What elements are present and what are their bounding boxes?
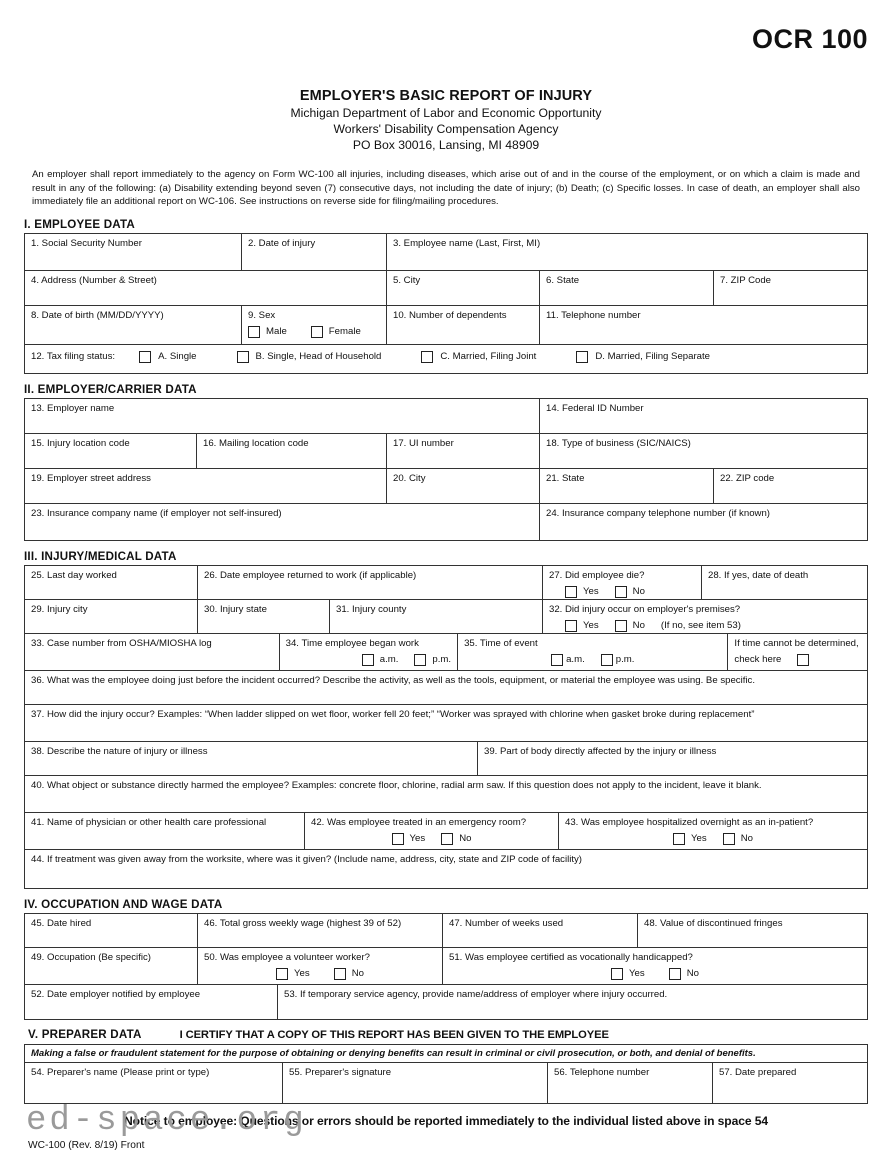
- field-injury-location-code[interactable]: 15. Injury location code: [25, 434, 197, 468]
- field-number-of-dependents[interactable]: 10. Number of dependents: [387, 306, 540, 344]
- section-preparer-table: [24, 1062, 868, 1104]
- table-row: [25, 850, 867, 888]
- field-time-of-event: 35. Time of event a.m. p.m.: [458, 634, 728, 670]
- page-title: EMPLOYER'S BASIC REPORT OF INJURY: [299, 88, 593, 104]
- section-heading-injury-medical-data: III. INJURY/MEDICAL DATA: [24, 549, 177, 563]
- checkbox-hospitalized-yes[interactable]: Yes: [673, 833, 707, 845]
- field-injury-state[interactable]: 30. Injury state: [198, 600, 330, 633]
- checkbox-hospitalized-no[interactable]: No: [723, 833, 753, 845]
- table-row: [25, 914, 867, 948]
- table-row: [25, 634, 867, 671]
- table-row: [25, 234, 867, 271]
- field-nature-of-injury[interactable]: 38. Describe the nature of injury or illness: [25, 742, 478, 775]
- checkbox-icon[interactable]: [551, 654, 563, 666]
- checkbox-premises-yes[interactable]: Yes: [565, 620, 599, 632]
- checkbox-event-pm[interactable]: p.m.: [601, 654, 635, 666]
- handicapped-options: [449, 968, 861, 980]
- field-temporary-service-agency[interactable]: 53. If temporary service agency, provide name/address of employer where injury occurred.: [284, 988, 668, 1000]
- field-injury-city[interactable]: 29. Injury city: [25, 600, 198, 633]
- field-occupation[interactable]: 49. Occupation (Be specific): [25, 948, 198, 984]
- agency-line-3: PO Box 30016, Lansing, MI 48909: [352, 138, 540, 152]
- field-preparer-name[interactable]: 54. Preparer's name (Please print or type): [25, 1063, 283, 1103]
- emergency-room-options: [311, 833, 552, 845]
- did-employee-die-options: [549, 586, 695, 598]
- field-object-that-harmed-employee[interactable]: 40. What object or substance directly harmed the employee? Examples: concrete floor, chlorine, radial arm saw. If this question does not apply to the incident, leave it blank.: [31, 779, 762, 791]
- ocr-code: OCR 100: [751, 24, 868, 54]
- section-injury-medical-table: [24, 565, 868, 889]
- section-heading-employer-carrier-data: II. EMPLOYER/CARRIER DATA: [24, 382, 197, 396]
- table-row: [25, 399, 867, 434]
- table-row: [25, 271, 867, 306]
- checkbox-icon[interactable]: [723, 833, 735, 845]
- field-gross-weekly-wage[interactable]: 46. Total gross weekly wage (highest 39 of 52): [198, 914, 443, 947]
- table-row: [25, 566, 867, 600]
- table-row: [25, 434, 867, 469]
- table-row: [25, 776, 867, 813]
- false-statement-warning: Making a false or fraudulent statement for the purpose of obtaining or denying benefits can result in criminal or civil prosecution, or both, and denial of benefits.: [24, 1044, 868, 1062]
- field-physician-name[interactable]: 41. Name of physician or other health care professional: [25, 813, 305, 849]
- field-time-began-work: 34. Time employee began work a.m. p.m.: [280, 634, 458, 670]
- field-preparer-signature[interactable]: 55. Preparer's signature: [283, 1063, 548, 1103]
- checkbox-icon[interactable]: [565, 620, 577, 632]
- table-row: [25, 813, 867, 850]
- checkbox-icon[interactable]: [414, 654, 426, 666]
- checkbox-icon[interactable]: [334, 968, 346, 980]
- checkbox-icon[interactable]: [248, 326, 260, 338]
- watermark: ed-space.org: [26, 1102, 307, 1140]
- checkbox-tax-married-filing-separate[interactable]: D. Married, Filing Separate: [576, 351, 710, 363]
- field-last-day-worked[interactable]: 25. Last day worked: [25, 566, 198, 599]
- form-revision-code: WC-100 (Rev. 8/19) Front: [28, 1140, 145, 1152]
- field-tax-filing-status: [25, 345, 867, 373]
- section-employee-data-table: [24, 233, 868, 374]
- section-heading-occupation-wage-data: IV. OCCUPATION AND WAGE DATA: [24, 897, 223, 911]
- intro-paragraph: An employer shall report immediately to the agency on Form WC-100 all injuries, including diseases, which arise out of and in the course of the employment, or on which a claim is made and result in any of the following: (a) Disability extending beyond seven (7) consecutive days, not including the date of injury; (b) Death; (c) Specific losses. In case of death, an employer shall also immediately file an additional report on WC-106. See instructions on reverse side for filing/mailing procedures.: [32, 169, 860, 208]
- checkbox-icon[interactable]: [441, 833, 453, 845]
- hospitalized-options: [565, 833, 861, 845]
- checkbox-icon[interactable]: [362, 654, 374, 666]
- checkbox-icon[interactable]: [276, 968, 288, 980]
- time-of-event-options: [464, 654, 721, 666]
- checkbox-icon[interactable]: [601, 654, 613, 666]
- checkbox-emergency-yes[interactable]: Yes: [392, 833, 426, 845]
- field-date-of-birth[interactable]: 8. Date of birth (MM/DD/YYYY): [25, 306, 242, 344]
- checkbox-icon[interactable]: [611, 968, 623, 980]
- employee-notice: Notice to employee: Questions or errors should be reported immediately to the individual listed above in space 54: [124, 1114, 768, 1129]
- time-undetermined-option: [734, 654, 861, 666]
- certification-statement: I CERTIFY THAT A COPY OF THIS REPORT HAS BEEN GIVEN TO THE EMPLOYEE: [179, 1028, 609, 1041]
- table-row: [25, 504, 867, 540]
- table-row: [25, 1063, 867, 1103]
- field-date-employer-notified[interactable]: 52. Date employer notified by employee: [25, 985, 278, 1019]
- field-tax-filing-label: 12. Tax filing status:: [31, 350, 116, 362]
- field-employer-name[interactable]: 13. Employer name: [25, 399, 540, 433]
- field-address[interactable]: 4. Address (Number & Street): [25, 271, 387, 305]
- field-telephone-number[interactable]: 11. Telephone number: [546, 309, 641, 321]
- field-volunteer-worker: 50. Was employee a volunteer worker? Yes No: [198, 948, 443, 984]
- checkbox-sex-male[interactable]: Male: [248, 326, 287, 338]
- section-heading-preparer-data: [28, 1028, 892, 1041]
- checkbox-icon[interactable]: [615, 586, 627, 598]
- field-did-employee-die: 27. Did employee die? Yes No: [543, 566, 702, 599]
- checkbox-sex-female[interactable]: Female: [311, 326, 361, 338]
- field-date-returned-to-work[interactable]: 26. Date employee returned to work (if applicable): [198, 566, 543, 599]
- field-type-of-business[interactable]: 18. Type of business (SIC/NAICS): [546, 437, 691, 449]
- section-occupation-wage-table: [24, 913, 868, 1020]
- field-state[interactable]: 6. State: [540, 271, 714, 305]
- table-row: [25, 671, 867, 705]
- checkbox-icon[interactable]: [615, 620, 627, 632]
- checkbox-icon[interactable]: [576, 351, 588, 363]
- check-here-label: check here: [734, 653, 782, 665]
- field-ui-number[interactable]: 17. UI number: [387, 434, 540, 468]
- checkbox-handicapped-yes[interactable]: Yes: [611, 968, 645, 980]
- field-activity-before-incident[interactable]: 36. What was the employee doing just before the incident occurred? Describe the activity, as well as the tools, equipment, or material the employee was using. Be specific.: [31, 674, 755, 686]
- field-employer-city[interactable]: 20. City: [387, 469, 540, 503]
- checkbox-emergency-no[interactable]: No: [441, 833, 471, 845]
- section-title-preparer: V. PREPARER DATA: [28, 1027, 142, 1041]
- checkbox-employee-died-no[interactable]: No: [615, 586, 645, 598]
- table-row: [25, 306, 867, 345]
- field-how-injury-occurred[interactable]: 37. How did the injury occur? Examples: “When ladder slipped on wet floor, worker fell 20 feet;” “Worker was sprayed with chlorine when gasket broke during replacement”: [31, 708, 755, 720]
- field-date-of-injury[interactable]: 2. Date of injury: [242, 234, 387, 270]
- field-time-undetermined: If time cannot be determined, check here: [728, 634, 867, 670]
- field-date-of-death[interactable]: 28. If yes, date of death: [708, 569, 809, 581]
- table-row: [25, 705, 867, 742]
- field-federal-id-number[interactable]: 14. Federal ID Number: [546, 402, 644, 414]
- field-treatment-location[interactable]: 44. If treatment was given away from the worksite, where was it given? (Include name, address, city, state and ZIP code of facility): [31, 853, 583, 865]
- field-osha-case-number[interactable]: 33. Case number from OSHA/MIOSHA log: [25, 634, 280, 670]
- agency-line-2: Workers' Disability Compensation Agency: [333, 122, 559, 136]
- field-zip-code[interactable]: 7. ZIP Code: [720, 274, 772, 286]
- volunteer-options: [204, 968, 436, 980]
- table-row: [25, 742, 867, 776]
- field-injury-on-premises: 32. Did injury occur on employer's premises? Yes No (If no, see item 53): [543, 600, 867, 633]
- time-began-work-options: [286, 654, 451, 666]
- field-mailing-location-code[interactable]: 16. Mailing location code: [197, 434, 387, 468]
- field-hospitalized-overnight: 43. Was employee hospitalized overnight as an in-patient? Yes No: [559, 813, 867, 849]
- table-row: [25, 985, 867, 1019]
- field-employer-street-address[interactable]: 19. Employer street address: [25, 469, 387, 503]
- field-employer-state[interactable]: 21. State: [540, 469, 714, 503]
- field-insurance-company-telephone[interactable]: 24. Insurance company telephone number (if known): [546, 507, 770, 519]
- table-row: [25, 600, 867, 634]
- table-row: [25, 469, 867, 504]
- checkbox-icon[interactable]: [311, 326, 323, 338]
- checkbox-handicapped-no[interactable]: No: [669, 968, 699, 980]
- field-vocationally-handicapped: 51. Was employee certified as vocationally handicapped? Yes No: [443, 948, 867, 984]
- checkbox-tax-married-filing-joint[interactable]: C. Married, Filing Joint: [421, 351, 536, 363]
- tax-filing-options: [31, 351, 861, 363]
- checkbox-icon[interactable]: [421, 351, 433, 363]
- sex-options: [248, 326, 380, 338]
- field-date-hired[interactable]: 45. Date hired: [25, 914, 198, 947]
- checkbox-icon[interactable]: [237, 351, 249, 363]
- table-row: [25, 948, 867, 985]
- checkbox-tax-single[interactable]: A. Single: [139, 351, 196, 363]
- agency-line-1: Michigan Department of Labor and Economic Opportunity: [290, 106, 602, 120]
- field-preparer-telephone[interactable]: 56. Telephone number: [548, 1063, 713, 1103]
- checkbox-icon[interactable]: [669, 968, 681, 980]
- field-date-prepared[interactable]: 57. Date prepared: [719, 1067, 797, 1079]
- title-block: [0, 0, 892, 152]
- field-sex: 9. Sex Male Female: [242, 306, 387, 344]
- checkbox-volunteer-no[interactable]: No: [334, 968, 364, 980]
- field-discontinued-fringes-value[interactable]: 48. Value of discontinued fringes: [644, 917, 783, 929]
- field-employer-zip-code[interactable]: 22. ZIP code: [720, 472, 775, 484]
- checkbox-began-work-pm[interactable]: p.m.: [414, 654, 451, 666]
- field-treated-in-emergency-room: 42. Was employee treated in an emergency room? Yes No: [305, 813, 559, 849]
- field-city[interactable]: 5. City: [387, 271, 540, 305]
- field-insurance-company-name[interactable]: 23. Insurance company name (if employer not self-insured): [25, 504, 540, 540]
- checkbox-icon[interactable]: [673, 833, 685, 845]
- field-number-of-weeks-used[interactable]: 47. Number of weeks used: [443, 914, 638, 947]
- checkbox-began-work-am[interactable]: a.m.: [362, 654, 399, 666]
- checkbox-tax-head-of-household[interactable]: B. Single, Head of Household: [237, 351, 382, 363]
- field-part-of-body-affected[interactable]: 39. Part of body directly affected by the injury or illness: [484, 745, 717, 757]
- checkbox-icon[interactable]: [392, 833, 404, 845]
- checkbox-icon[interactable]: [565, 586, 577, 598]
- checkbox-icon[interactable]: [797, 654, 809, 666]
- checkbox-premises-no[interactable]: No: [615, 620, 645, 632]
- checkbox-icon[interactable]: [139, 351, 151, 363]
- checkbox-volunteer-yes[interactable]: Yes: [276, 968, 310, 980]
- checkbox-event-am[interactable]: a.m.: [551, 654, 585, 666]
- injury-on-premises-options: [549, 620, 861, 632]
- field-injury-county[interactable]: 31. Injury county: [330, 600, 543, 633]
- table-row: [25, 345, 867, 373]
- premises-note: (If no, see item 53): [660, 619, 741, 631]
- section-employer-carrier-table: [24, 398, 868, 541]
- field-social-security-number[interactable]: 1. Social Security Number: [25, 234, 242, 270]
- section-heading-employee-data: I. EMPLOYEE DATA: [24, 217, 135, 231]
- field-employee-name[interactable]: 3. Employee name (Last, First, MI): [393, 237, 541, 249]
- checkbox-employee-died-yes[interactable]: Yes: [565, 586, 599, 598]
